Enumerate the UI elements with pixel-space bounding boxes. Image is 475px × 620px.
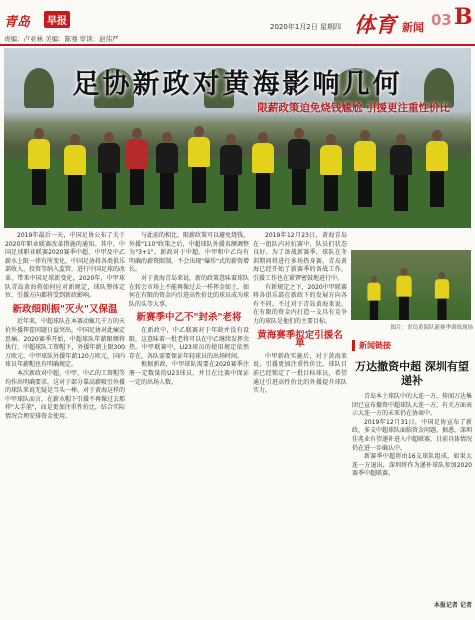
sidebar-paragraph: 青岛本土球队中的大连一方，传闻万达集团已宣布撤资中超球队大连一方，有关方面表示大连一方的未来仍在协商中。 (352, 393, 473, 418)
news-link-label: 新闻链接 (352, 340, 419, 351)
player-figure (424, 130, 450, 210)
section-subtitle: 新闻 (402, 21, 424, 34)
player-figure (352, 130, 378, 210)
player-figure (434, 272, 451, 320)
section-title: 体育 (354, 12, 396, 37)
article-paragraph: 中甲新政实施后，对于黄海来说，引援更加注重性价比。球队目前已经锁定了一批目标球员，希望通过引进高性价比的外援提升球队实力。 (253, 352, 347, 395)
player-figure (186, 126, 212, 206)
player-figure (96, 132, 122, 212)
article-paragraph: 近年来，中超球队在本赛动辄几千万的天价外援挥霍问题日益突出，中国足协对此痛定思痛。2020赛季开始，中超球队年薪限额将执行，中超球队工资帽下，外援年薪上限300万欧元，中甲球队外援年薪120万欧元，国内球员年薪帽也有明确规定。 (5, 318, 126, 369)
photo-caption: 图片：青岛黄海队新赛季训练现场 (390, 325, 473, 331)
logo-box-text: 早报 (44, 11, 70, 28)
player-figure (218, 134, 244, 214)
main-headline: 足协新政对黄海影响几何 (72, 69, 403, 100)
sub-headline: 限薪政策迫免烧钱尴尬 引援更注重性价比 (257, 102, 450, 114)
section-heading: 新赛季中乙不"封杀"老将 (136, 312, 242, 324)
article-paragraph: 有新规定之下，2020中甲联赛将各俱乐部在新政下的发展方向各有不同。不过对于青岛黄海来说，在有限的资金内打造一支具有竞争力的球队是他们的主要目标。 (253, 283, 347, 325)
sidebar-paragraph: 新赛季中超将由16支球队组成，如果大连一方退出，深圳将作为递补球队参加2020赛季中超联赛。 (352, 453, 472, 478)
player-figure (366, 276, 382, 320)
article-paragraph: 与此前的相比，限薪政策可以避免烧钱，外援"110"政策之后，中超球队外援名额调整为"3+1"。新政对于中超、中甲和中乙均有明确的薪资限制，不会出现"爆炸"式的薪资增长。 (129, 232, 250, 274)
article-column-2 (129, 232, 249, 387)
player-figure (26, 128, 52, 208)
sidebar-body (352, 393, 472, 479)
player-figure (154, 132, 180, 212)
section-header (354, 3, 474, 41)
article-paragraph: 根据新政，中甲球队需要在2020赛季注册一定数量的U23球员，并且在比赛中保证一定的出场人数。 (129, 361, 249, 386)
player-figure (286, 128, 312, 208)
issue-date: 2020年1月2日 星期四 (270, 23, 341, 31)
sidebar-paragraph: 2019年12月31日，中国足协宣布了新政，多支中超球队面临资金问题。据悉，深圳佳兆业有望递补进入中超联赛，目前具体情况仍在进一步确认中。 (352, 418, 473, 452)
article-lead: 2019年最后一天，中国足协公布了关于2020年职业联赛改革措施的通知。其中，中国足球职业联赛2020赛季中超、中甲及中乙薪水上限一律有所变化，中国足协将各类俱乐部收入、投资等纳入监管，进行中国足球的改革，带来中国足球新变化。2020年，中甲球队青岛黄海将如何应对新规定，球队整体定位、引援方向都将受到新政影响。 (5, 232, 126, 300)
section-heading: 黄海赛季拟定引援名单 (257, 329, 343, 350)
sidebar-photo (351, 250, 471, 320)
byline: 本报记者 记者 (433, 602, 472, 609)
article-paragraph: 在新政中，中乙联赛对于年龄并没有设限，这意味着一批老将可以在中乙继续发挥余热。中甲联赛中，U23球员的使用规定依然存在，各队需要保证年轻球员的出场时间。 (129, 326, 250, 360)
article-paragraph: 本次新政对中超、中甲、中乙的工资帽等均作出明确要求，这对于部分靠高薪吸引外援的球队来说无疑是当头一棒。对于黄海这样的中甲球队而言，在薪水帽下引援不再像过去那样"大手笔"，而是更加注重性价比，结合实际情况合理安排资金使用。 (5, 369, 126, 420)
player-figure (388, 134, 414, 214)
player-figure (318, 134, 344, 214)
player-figure (124, 128, 150, 208)
article-paragraph: 2019年12月23日，黄海青岛在一组队内对抗赛中，队员们状态良好。为了备战新赛季，球队在冬训期间将进行多场热身赛。青岛黄海已经开始了新赛季的备战工作，引援工作也在紧锣密鼓地进行中。 (253, 232, 347, 282)
sidebar-headline: 万达撤资中超 深圳有望递补 (355, 360, 469, 387)
page-letter: B (454, 4, 473, 30)
player-figure (62, 134, 88, 214)
editor-credits: 责编：卢亚林 美编：陈骞 审读：赵伟严 (4, 35, 119, 43)
logo-main-text: 青岛 (4, 15, 31, 30)
player-figure (250, 132, 276, 212)
header-divider (0, 44, 475, 46)
article-paragraph: 对于黄海青岛来说，新的政策意味着球队在转会市场上不能再像过去一样挥金如土，如何在有限的资金内引进高性价比的球员成为球队的头等大事。 (129, 274, 250, 308)
article-column-3 (253, 232, 347, 396)
article-column-1 (5, 232, 125, 421)
page-number: 03 (431, 11, 452, 29)
section-heading: 新政细则振"灭火"又保温 (12, 303, 118, 315)
newspaper-logo (4, 6, 74, 30)
player-figure (395, 268, 413, 320)
